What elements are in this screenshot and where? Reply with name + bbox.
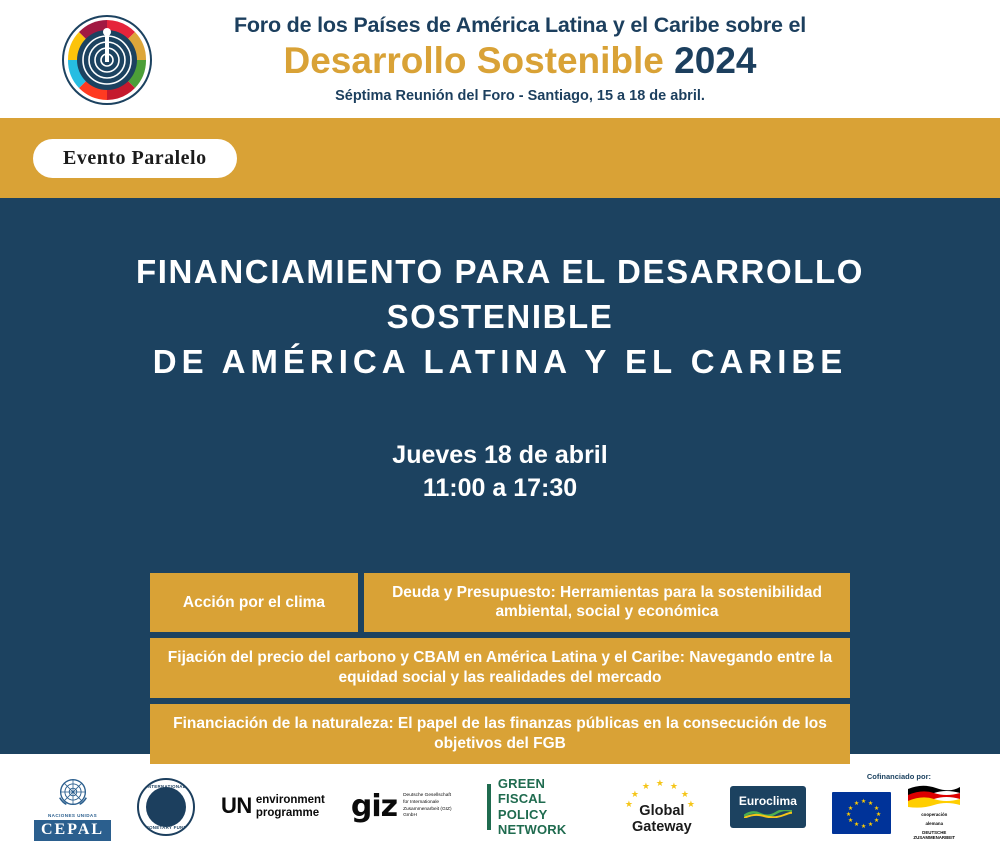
- cepal-logo: [34, 766, 111, 848]
- imf-bottom-label: MONETARY FUND: [145, 824, 187, 830]
- session-list: [0, 573, 1000, 764]
- euroclima-wordmark: Euroclima: [738, 793, 797, 808]
- imf-logo: [137, 766, 195, 848]
- european-union-flag-icon: ★ ★ ★ ★ ★ ★ ★ ★ ★ ★ ★ ★: [832, 792, 891, 834]
- gfpn-line-3: NETWORK: [497, 821, 567, 837]
- event-type-bar: [0, 118, 1000, 198]
- session-item-carbono[interactable]: Fijación del precio del carbono y CBAM en América Latina y el Caribe: Navegando entre la equidad social y las realidades del mercado: [150, 638, 850, 698]
- session-item-naturaleza[interactable]: Financiación de la naturaleza: El papel de las finanzas públicas en la consecución de los objetivos del FGB: [150, 704, 850, 764]
- event-type-badge: Evento Paralelo: [33, 139, 237, 178]
- global-gateway-stars-icon: ★ ★ ★ ★ ★ ★ ★: [624, 778, 695, 810]
- giz-sub-2: für Internationale: [403, 799, 440, 805]
- cofinanced-label: Cofinanciado por:: [866, 772, 932, 782]
- giz-wordmark: giz: [350, 789, 398, 824]
- session-row-3: [150, 704, 850, 764]
- green-fiscal-policy-network-logo: [487, 766, 594, 848]
- imf-globe-icon: [146, 787, 186, 827]
- unep-logo: [221, 766, 325, 848]
- session-row-2: [150, 638, 850, 698]
- gfpn-accent-bar: [487, 784, 491, 830]
- event-datetime: [0, 439, 1000, 505]
- header-title-main: Desarrollo Sostenible: [283, 39, 664, 81]
- unep-line-1: environment: [255, 793, 325, 806]
- session-row-1: [150, 573, 850, 633]
- header-line-3: Séptima Reunión del Foro - Santiago, 15 a 18 de abril.: [335, 88, 705, 105]
- unep-line-2: programme: [255, 806, 320, 819]
- global-gateway-line-1: Global: [639, 803, 685, 820]
- cepal-sublabel: NACIONES UNIDAS: [47, 812, 98, 818]
- giz-logo: [351, 766, 461, 848]
- imf-top-label: INTERNATIONAL: [146, 783, 186, 789]
- gfpn-line-1: GREEN: [497, 775, 546, 791]
- cepal-wordmark: CEPAL: [34, 820, 111, 841]
- session-item-clima[interactable]: Acción por el clima: [150, 573, 358, 633]
- page-title: [0, 250, 1000, 385]
- euroclima-logo: [730, 766, 806, 848]
- page-title-line-2: DE AMÉRICA LATINA Y EL CARIBE: [152, 342, 848, 380]
- global-gateway-line-2: Gateway: [632, 818, 692, 835]
- german-cooperation-line-1: cooperación: [921, 812, 948, 818]
- header-line-1: Foro de los Países de América Latina y el Caribe sobre el: [233, 12, 807, 37]
- euroclima-wave-icon: [744, 810, 792, 818]
- cofinanced-logos: [832, 766, 966, 848]
- main-content: [0, 198, 1000, 754]
- giz-sub-1: Deutsche Gesellschaft: [403, 792, 452, 798]
- header-title-year: 2024: [674, 39, 757, 81]
- german-cooperation-line-3: DEUTSCHE ZUSAMMENARBEIT: [913, 829, 956, 841]
- german-cooperation-flag-icon: [908, 785, 960, 809]
- un-emblem-icon: [54, 773, 92, 811]
- header-line-2: [234, 40, 806, 81]
- global-gateway-logo: [620, 766, 704, 848]
- cepal-forum-logo: [58, 12, 156, 108]
- sponsor-logos: [0, 754, 1000, 859]
- event-time: 11:00 a 17:30: [422, 473, 578, 502]
- giz-sub-3: Zusammenarbeit (GIZ) GmbH: [403, 806, 452, 819]
- page-header: [0, 0, 1000, 118]
- session-item-deuda[interactable]: Deuda y Presupuesto: Herramientas para la sostenibilidad ambiental, social y económica: [364, 573, 850, 633]
- unep-un-mark: UN: [221, 793, 252, 819]
- gfpn-line-2: FISCAL POLICY: [497, 791, 548, 822]
- event-date: Jueves 18 de abril: [392, 440, 608, 469]
- page-title-line-1: FINANCIAMIENTO PARA EL DESARROLLO SOSTENIBLE: [135, 253, 865, 335]
- german-cooperation-line-2: alemana: [925, 820, 944, 826]
